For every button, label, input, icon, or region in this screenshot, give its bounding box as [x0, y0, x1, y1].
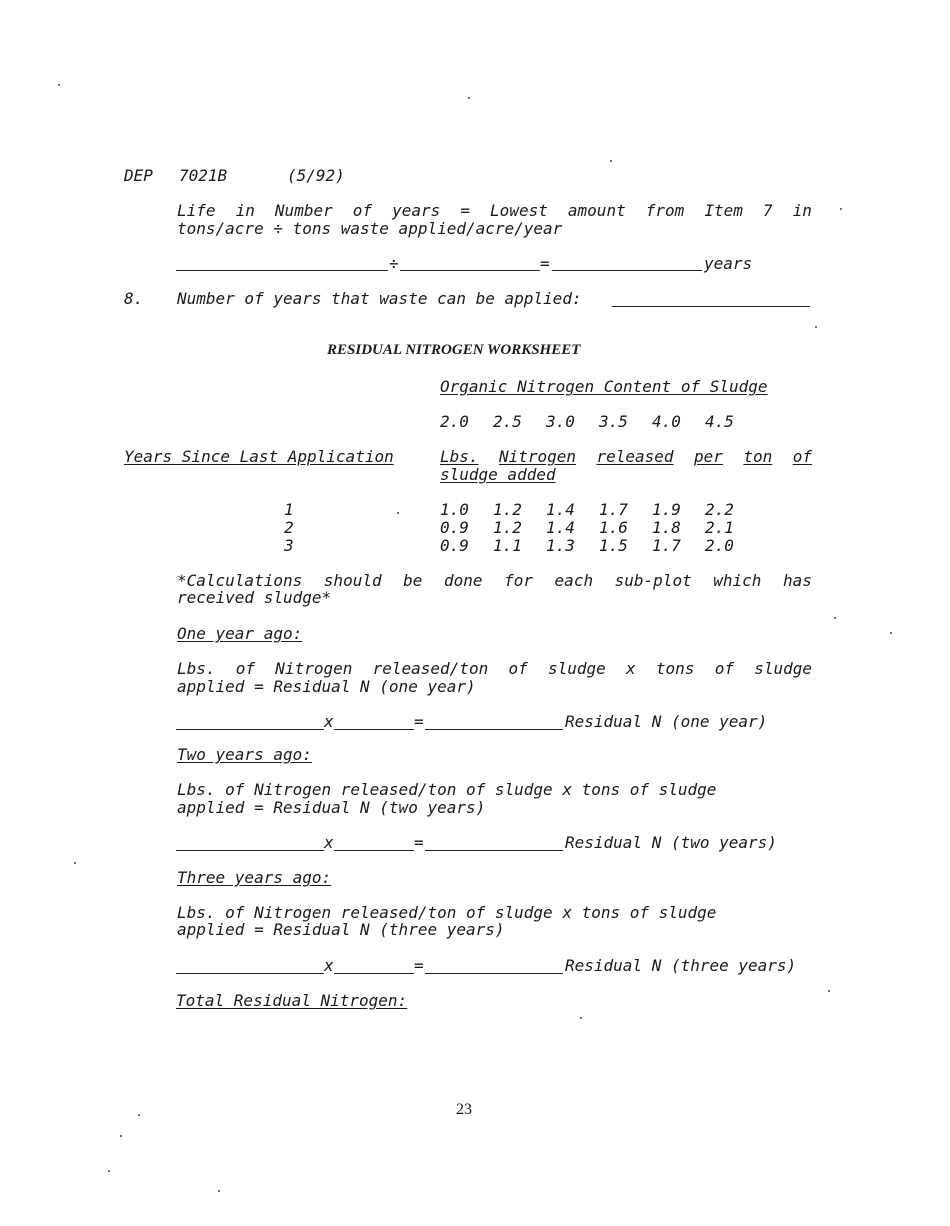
nitrogen-released-value: 2.1: [705, 518, 734, 537]
word: Number: [274, 201, 333, 220]
two-years-result-label: Residual N (two years): [565, 833, 777, 852]
nitrogen-released-value: 2.0: [705, 536, 734, 555]
two-years-equals-sign: =: [414, 833, 424, 852]
one-year-heading: One year ago:: [177, 624, 303, 643]
nitrogen-released-value: 1.1: [493, 536, 522, 555]
word: years: [392, 201, 441, 220]
form-dept: DEP: [124, 166, 153, 185]
one-year-result-label: Residual N (one year): [565, 712, 768, 731]
word: Lbs.: [177, 659, 216, 678]
word: ton: [743, 447, 773, 466]
three-years-result-blank: [425, 973, 563, 974]
tons-applied-blank: [400, 270, 540, 271]
two-years-times-sign: x: [324, 833, 334, 852]
scan-speck: [834, 617, 836, 619]
scan-speck: [218, 1190, 220, 1192]
word: Life: [177, 201, 216, 220]
scan-speck: [580, 1017, 582, 1019]
word: of: [714, 659, 734, 678]
three-years-heading: Three years ago:: [177, 868, 332, 887]
item8-answer-blank: [612, 306, 810, 307]
nitrogen-released-value: 1.6: [599, 518, 628, 537]
nitrogen-released-value: 1.2: [493, 518, 522, 537]
scan-speck: [828, 990, 830, 992]
years-unit: years: [704, 254, 753, 273]
three-years-result-label: Residual N (three years): [565, 956, 797, 975]
organic-content-value: 2.0: [440, 412, 469, 431]
word: tons: [655, 659, 695, 678]
organic-content-value: 3.0: [546, 412, 575, 431]
three-years-formula-line1: Lbs. of Nitrogen released/ton of sludge x tons of sludge: [177, 903, 717, 922]
scan-speck: [138, 1114, 140, 1116]
two-years-formula-line2: applied = Residual N (two years): [177, 798, 486, 817]
nitrogen-released-value: 1.3: [546, 536, 575, 555]
word: for: [504, 571, 533, 590]
word: should: [323, 571, 382, 590]
word: of: [508, 659, 528, 678]
word: sludge: [754, 659, 812, 678]
nitrogen-released-value: 1.9: [652, 500, 681, 519]
one-year-released-blank: [176, 729, 324, 730]
three-years-released-blank: [176, 973, 324, 974]
word: of: [352, 201, 373, 220]
scan-speck: [840, 208, 842, 210]
scan-speck: [468, 97, 470, 99]
nitrogen-released-value: 0.9: [440, 536, 469, 555]
years-since-value: 3: [284, 536, 294, 555]
tons-per-acre-blank: [176, 270, 388, 271]
scan-speck: [890, 632, 892, 634]
organic-content-value: 2.5: [493, 412, 522, 431]
nitrogen-released-value: 1.8: [652, 518, 681, 537]
word: from: [645, 201, 685, 220]
word: *Calculations: [177, 571, 303, 590]
word: sludge: [547, 659, 606, 678]
word: released/ton: [372, 659, 489, 678]
one-year-times-sign: x: [324, 712, 334, 731]
scan-speck: [397, 512, 399, 514]
word: Lowest: [490, 201, 548, 220]
one-year-tons-blank: [334, 729, 414, 730]
life-formula-line2: tons/acre ÷ tons waste applied/acre/year: [177, 219, 563, 238]
word: released: [596, 447, 674, 466]
scan-speck: [74, 862, 76, 864]
calculation-note-line2: received sludge*: [177, 588, 332, 607]
organic-content-value: 3.5: [599, 412, 628, 431]
two-years-released-blank: [176, 850, 324, 851]
word: amount: [567, 201, 626, 220]
word: be: [403, 571, 423, 590]
three-years-equals-sign: =: [414, 956, 424, 975]
word: x: [626, 659, 636, 678]
nitrogen-released-value: 1.7: [599, 500, 628, 519]
word: has: [783, 571, 812, 590]
one-year-result-blank: [425, 729, 563, 730]
release-heading-line1: [440, 447, 812, 466]
word: which: [713, 571, 762, 590]
word: of: [792, 447, 812, 466]
divide-sign: ÷: [389, 254, 399, 273]
nitrogen-released-value: 1.7: [652, 536, 681, 555]
item8-text: Number of years that waste can be applied:: [177, 289, 582, 308]
nitrogen-released-value: 1.4: [546, 500, 575, 519]
nitrogen-released-value: 1.5: [599, 536, 628, 555]
years-result-blank: [552, 270, 702, 271]
word: per: [694, 447, 723, 466]
two-years-result-blank: [425, 850, 563, 851]
organic-nitrogen-heading: Organic Nitrogen Content of Sludge: [440, 377, 768, 396]
scan-speck: [815, 326, 817, 328]
scan-speck: [108, 1170, 110, 1172]
word: =: [460, 201, 470, 220]
scan-speck: [58, 84, 60, 86]
word: in: [792, 201, 812, 220]
one-year-formula-line2: applied = Residual N (one year): [177, 677, 476, 696]
nitrogen-released-value: 1.0: [440, 500, 469, 519]
nitrogen-released-value: 2.2: [705, 500, 734, 519]
years-since-value: 1: [284, 500, 294, 519]
word: each: [554, 571, 594, 590]
three-years-tons-blank: [334, 973, 414, 974]
word: done: [443, 571, 483, 590]
three-years-times-sign: x: [324, 956, 334, 975]
years-since-value: 2: [284, 518, 294, 537]
word: Nitrogen: [498, 447, 577, 466]
word: 7: [762, 201, 773, 220]
one-year-equals-sign: =: [414, 712, 424, 731]
organic-content-value: 4.5: [705, 412, 734, 431]
one-year-formula-line1: [177, 659, 812, 678]
form-number: 7021B: [179, 166, 228, 185]
word: sub-plot: [614, 571, 692, 590]
worksheet-title: RESIDUAL NITROGEN WORKSHEET: [327, 342, 581, 358]
nitrogen-released-value: 1.4: [546, 518, 575, 537]
equals-sign: =: [540, 254, 550, 273]
two-years-tons-blank: [334, 850, 414, 851]
life-formula-line1: [177, 201, 812, 220]
organic-content-value: 4.0: [652, 412, 681, 431]
total-residual-heading: Total Residual Nitrogen:: [176, 991, 408, 1010]
release-heading-line2: sludge added: [440, 465, 556, 484]
word: Lbs.: [440, 447, 479, 466]
three-years-formula-line2: applied = Residual N (three years): [177, 920, 505, 939]
two-years-formula-line1: Lbs. of Nitrogen released/ton of sludge x tons of sludge: [177, 780, 717, 799]
word: in: [235, 201, 255, 220]
nitrogen-released-value: 1.2: [493, 500, 522, 519]
form-date: (5/92): [287, 166, 345, 185]
word: Nitrogen: [275, 659, 353, 678]
years-since-heading: Years Since Last Application: [124, 447, 394, 466]
page-number: 23: [456, 1101, 472, 1118]
word: of: [235, 659, 256, 678]
scan-speck: [120, 1135, 122, 1137]
two-years-heading: Two years ago:: [177, 745, 312, 764]
scan-speck: [610, 160, 612, 162]
word: Item: [704, 201, 743, 220]
item8-number: 8.: [124, 289, 144, 308]
nitrogen-released-value: 0.9: [440, 518, 469, 537]
